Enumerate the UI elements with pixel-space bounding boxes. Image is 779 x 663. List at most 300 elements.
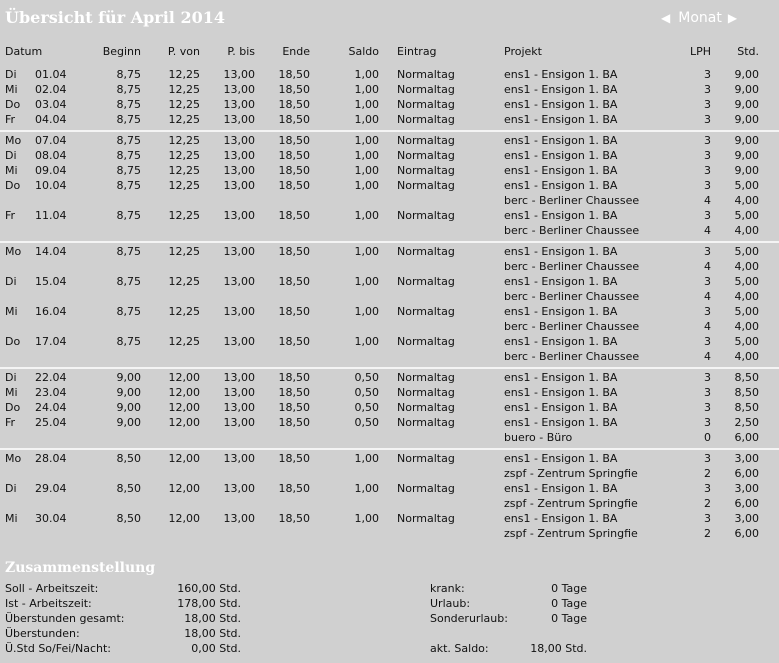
cell-eintrag: Normaltag bbox=[397, 113, 455, 126]
cell-projekt: ens1 - Ensigon 1. BA bbox=[504, 179, 618, 192]
summary-label: Ist - Arbeitszeit: bbox=[5, 597, 92, 610]
cell-pause-bis: 13,00 bbox=[223, 209, 255, 222]
summary-label: Urlaub: bbox=[430, 597, 471, 610]
cell-lph: 2 bbox=[704, 527, 711, 540]
table-row bbox=[0, 400, 779, 415]
cell-pause-bis: 13,00 bbox=[223, 149, 255, 162]
cell-lph: 3 bbox=[704, 386, 711, 399]
cell-lph: 2 bbox=[704, 467, 711, 480]
cell-projekt: berc - Berliner Chaussee bbox=[504, 260, 640, 273]
col-header-ende: Ende bbox=[282, 45, 310, 58]
cell-lph: 3 bbox=[704, 482, 711, 495]
summary-label: Sonderurlaub: bbox=[430, 612, 508, 625]
cell-lph: 3 bbox=[704, 83, 711, 96]
cell-std: 5,00 bbox=[734, 179, 759, 192]
cell-pause-bis: 13,00 bbox=[223, 134, 255, 147]
cell-saldo: 1,00 bbox=[354, 209, 379, 222]
cell-pause-von: 12,25 bbox=[168, 149, 200, 162]
cell-weekday: Di bbox=[5, 149, 17, 162]
col-header-lph: LPH bbox=[689, 45, 711, 58]
cell-eintrag: Normaltag bbox=[397, 386, 455, 399]
cell-ende: 18,50 bbox=[278, 245, 310, 258]
cell-std: 4,00 bbox=[734, 194, 759, 207]
cell-pause-bis: 13,00 bbox=[223, 305, 255, 318]
cell-lph: 4 bbox=[704, 260, 711, 273]
cell-weekday: Fr bbox=[5, 113, 16, 126]
cell-eintrag: Normaltag bbox=[397, 209, 455, 222]
cell-ende: 18,50 bbox=[278, 482, 310, 495]
table-row bbox=[0, 67, 779, 82]
cell-eintrag: Normaltag bbox=[397, 149, 455, 162]
table-row bbox=[0, 385, 779, 400]
table-row-continuation bbox=[0, 430, 779, 445]
cell-projekt: ens1 - Ensigon 1. BA bbox=[504, 98, 618, 111]
cell-date: 04.04 bbox=[35, 113, 67, 126]
cell-date: 16.04 bbox=[35, 305, 67, 318]
cell-date: 09.04 bbox=[35, 164, 67, 177]
cell-saldo: 1,00 bbox=[354, 68, 379, 81]
cell-saldo: 1,00 bbox=[354, 512, 379, 525]
cell-std: 5,00 bbox=[734, 305, 759, 318]
cell-pause-von: 12,00 bbox=[168, 401, 200, 414]
cell-eintrag: Normaltag bbox=[397, 512, 455, 525]
cell-ende: 18,50 bbox=[278, 416, 310, 429]
table-row-continuation bbox=[0, 319, 779, 334]
cell-pause-von: 12,00 bbox=[168, 512, 200, 525]
cell-pause-bis: 13,00 bbox=[223, 386, 255, 399]
cell-saldo: 0,50 bbox=[354, 401, 379, 414]
cell-eintrag: Normaltag bbox=[397, 482, 455, 495]
cell-ende: 18,50 bbox=[278, 98, 310, 111]
cell-pause-bis: 13,00 bbox=[223, 482, 255, 495]
cell-ende: 18,50 bbox=[278, 68, 310, 81]
cell-beginn: 9,00 bbox=[116, 371, 141, 384]
cell-weekday: Mo bbox=[5, 452, 22, 465]
cell-beginn: 8,75 bbox=[116, 83, 141, 96]
cell-std: 9,00 bbox=[734, 164, 759, 177]
summary-value: 160,00 Std. bbox=[177, 582, 241, 595]
cell-lph: 3 bbox=[704, 452, 711, 465]
cell-projekt: ens1 - Ensigon 1. BA bbox=[504, 209, 618, 222]
cell-std: 6,00 bbox=[734, 497, 759, 510]
cell-std: 9,00 bbox=[734, 98, 759, 111]
cell-eintrag: Normaltag bbox=[397, 335, 455, 348]
table-row bbox=[0, 370, 779, 385]
cell-projekt: berc - Berliner Chaussee bbox=[504, 224, 640, 237]
cell-weekday: Do bbox=[5, 335, 21, 348]
cell-beginn: 8,75 bbox=[116, 179, 141, 192]
cell-lph: 3 bbox=[704, 275, 711, 288]
cell-std: 9,00 bbox=[734, 113, 759, 126]
cell-lph: 4 bbox=[704, 350, 711, 363]
cell-saldo: 0,50 bbox=[354, 416, 379, 429]
cell-std: 6,00 bbox=[734, 527, 759, 540]
cell-pause-von: 12,00 bbox=[168, 452, 200, 465]
table-row-continuation bbox=[0, 259, 779, 274]
table-row bbox=[0, 415, 779, 430]
cell-lph: 4 bbox=[704, 194, 711, 207]
col-header-eintrag: Eintrag bbox=[397, 45, 437, 58]
cell-eintrag: Normaltag bbox=[397, 98, 455, 111]
cell-saldo: 1,00 bbox=[354, 98, 379, 111]
cell-eintrag: Normaltag bbox=[397, 164, 455, 177]
cell-projekt: zspf - Zentrum Springfie bbox=[504, 467, 638, 480]
cell-std: 2,50 bbox=[734, 416, 759, 429]
cell-saldo: 1,00 bbox=[354, 164, 379, 177]
cell-std: 4,00 bbox=[734, 224, 759, 237]
table-row bbox=[0, 133, 779, 148]
cell-std: 9,00 bbox=[734, 68, 759, 81]
week-separator bbox=[0, 448, 779, 450]
cell-std: 4,00 bbox=[734, 290, 759, 303]
cell-weekday: Do bbox=[5, 98, 21, 111]
cell-projekt: ens1 - Ensigon 1. BA bbox=[504, 275, 618, 288]
cell-projekt: ens1 - Ensigon 1. BA bbox=[504, 134, 618, 147]
cell-beginn: 8,75 bbox=[116, 275, 141, 288]
cell-pause-von: 12,25 bbox=[168, 83, 200, 96]
summary-value: 178,00 Std. bbox=[177, 597, 241, 610]
period-selector[interactable]: Monat bbox=[678, 10, 722, 26]
col-header-saldo: Saldo bbox=[348, 45, 379, 58]
summary-label: Überstunden gesamt: bbox=[5, 612, 125, 625]
cell-lph: 4 bbox=[704, 320, 711, 333]
col-header-beginn: Beginn bbox=[102, 45, 141, 58]
table-row bbox=[0, 274, 779, 289]
table-row-continuation bbox=[0, 223, 779, 238]
cell-beginn: 8,75 bbox=[116, 245, 141, 258]
cell-projekt: ens1 - Ensigon 1. BA bbox=[504, 83, 618, 96]
cell-pause-von: 12,25 bbox=[168, 305, 200, 318]
week-separator bbox=[0, 241, 779, 243]
cell-eintrag: Normaltag bbox=[397, 401, 455, 414]
cell-std: 4,00 bbox=[734, 320, 759, 333]
cell-pause-von: 12,00 bbox=[168, 416, 200, 429]
cell-weekday: Di bbox=[5, 275, 17, 288]
cell-std: 9,00 bbox=[734, 134, 759, 147]
cell-saldo: 0,50 bbox=[354, 371, 379, 384]
cell-std: 3,00 bbox=[734, 482, 759, 495]
cell-std: 5,00 bbox=[734, 275, 759, 288]
cell-weekday: Di bbox=[5, 371, 17, 384]
table-row bbox=[0, 97, 779, 112]
table-row bbox=[0, 148, 779, 163]
table-row bbox=[0, 82, 779, 97]
cell-date: 17.04 bbox=[35, 335, 67, 348]
cell-eintrag: Normaltag bbox=[397, 179, 455, 192]
cell-std: 6,00 bbox=[734, 431, 759, 444]
cell-pause-von: 12,00 bbox=[168, 371, 200, 384]
summary-label: Ü.Std So/Fei/Nacht: bbox=[5, 642, 112, 655]
cell-saldo: 1,00 bbox=[354, 113, 379, 126]
cell-weekday: Do bbox=[5, 401, 21, 414]
cell-pause-von: 12,00 bbox=[168, 386, 200, 399]
cell-beginn: 8,75 bbox=[116, 305, 141, 318]
cell-ende: 18,50 bbox=[278, 512, 310, 525]
cell-eintrag: Normaltag bbox=[397, 83, 455, 96]
cell-date: 14.04 bbox=[35, 245, 67, 258]
summary-value: 0 Tage bbox=[551, 612, 587, 625]
cell-saldo: 0,50 bbox=[354, 386, 379, 399]
cell-std: 5,00 bbox=[734, 335, 759, 348]
cell-date: 10.04 bbox=[35, 179, 67, 192]
cell-pause-bis: 13,00 bbox=[223, 371, 255, 384]
cell-saldo: 1,00 bbox=[354, 179, 379, 192]
summary-value: 0 Tage bbox=[551, 582, 587, 595]
cell-pause-bis: 13,00 bbox=[223, 68, 255, 81]
cell-saldo: 1,00 bbox=[354, 452, 379, 465]
cell-date: 11.04 bbox=[35, 209, 67, 222]
summary-label: akt. Saldo: bbox=[430, 642, 489, 655]
week-separator bbox=[0, 130, 779, 132]
cell-projekt: ens1 - Ensigon 1. BA bbox=[504, 416, 618, 429]
cell-projekt: berc - Berliner Chaussee bbox=[504, 320, 640, 333]
table-row-continuation bbox=[0, 466, 779, 481]
cell-weekday: Fr bbox=[5, 209, 16, 222]
cell-date: 08.04 bbox=[35, 149, 67, 162]
cell-std: 3,00 bbox=[734, 452, 759, 465]
cell-projekt: ens1 - Ensigon 1. BA bbox=[504, 164, 618, 177]
cell-weekday: Mi bbox=[5, 305, 18, 318]
table-row-continuation bbox=[0, 349, 779, 364]
cell-date: 01.04 bbox=[35, 68, 67, 81]
col-header-pause-bis: P. bis bbox=[227, 45, 255, 58]
table-row bbox=[0, 112, 779, 127]
cell-beginn: 8,75 bbox=[116, 134, 141, 147]
table-row bbox=[0, 451, 779, 466]
cell-lph: 3 bbox=[704, 209, 711, 222]
cell-eintrag: Normaltag bbox=[397, 305, 455, 318]
week-separator bbox=[0, 367, 779, 369]
cell-projekt: ens1 - Ensigon 1. BA bbox=[504, 452, 618, 465]
table-row bbox=[0, 178, 779, 193]
cell-pause-von: 12,25 bbox=[168, 245, 200, 258]
cell-ende: 18,50 bbox=[278, 164, 310, 177]
cell-projekt: buero - Büro bbox=[504, 431, 573, 444]
cell-std: 8,50 bbox=[734, 386, 759, 399]
cell-date: 07.04 bbox=[35, 134, 67, 147]
cell-beginn: 8,50 bbox=[116, 452, 141, 465]
cell-pause-von: 12,25 bbox=[168, 179, 200, 192]
cell-projekt: berc - Berliner Chaussee bbox=[504, 290, 640, 303]
cell-pause-bis: 13,00 bbox=[223, 401, 255, 414]
cell-lph: 3 bbox=[704, 134, 711, 147]
cell-std: 6,00 bbox=[734, 467, 759, 480]
cell-weekday: Mi bbox=[5, 164, 18, 177]
cell-pause-von: 12,25 bbox=[168, 164, 200, 177]
cell-projekt: ens1 - Ensigon 1. BA bbox=[504, 401, 618, 414]
cell-projekt: ens1 - Ensigon 1. BA bbox=[504, 245, 618, 258]
cell-ende: 18,50 bbox=[278, 371, 310, 384]
cell-ende: 18,50 bbox=[278, 386, 310, 399]
cell-beginn: 8,75 bbox=[116, 149, 141, 162]
summary-label: Überstunden: bbox=[5, 627, 80, 640]
cell-lph: 3 bbox=[704, 98, 711, 111]
cell-pause-bis: 13,00 bbox=[223, 164, 255, 177]
cell-saldo: 1,00 bbox=[354, 335, 379, 348]
cell-pause-von: 12,25 bbox=[168, 335, 200, 348]
cell-pause-von: 12,25 bbox=[168, 68, 200, 81]
cell-std: 9,00 bbox=[734, 149, 759, 162]
cell-pause-bis: 13,00 bbox=[223, 335, 255, 348]
cell-date: 24.04 bbox=[35, 401, 67, 414]
cell-saldo: 1,00 bbox=[354, 275, 379, 288]
cell-date: 03.04 bbox=[35, 98, 67, 111]
cell-weekday: Mo bbox=[5, 245, 22, 258]
cell-beginn: 9,00 bbox=[116, 416, 141, 429]
cell-projekt: ens1 - Ensigon 1. BA bbox=[504, 335, 618, 348]
cell-std: 8,50 bbox=[734, 371, 759, 384]
cell-lph: 3 bbox=[704, 68, 711, 81]
cell-ende: 18,50 bbox=[278, 113, 310, 126]
summary-value: 18,00 Std. bbox=[184, 612, 241, 625]
cell-lph: 3 bbox=[704, 371, 711, 384]
cell-date: 30.04 bbox=[35, 512, 67, 525]
cell-pause-von: 12,25 bbox=[168, 98, 200, 111]
cell-eintrag: Normaltag bbox=[397, 68, 455, 81]
table-row bbox=[0, 163, 779, 178]
cell-eintrag: Normaltag bbox=[397, 452, 455, 465]
prev-month-icon[interactable]: ◀ bbox=[661, 11, 671, 25]
cell-beginn: 9,00 bbox=[116, 386, 141, 399]
month-navigation bbox=[661, 10, 737, 26]
cell-lph: 3 bbox=[704, 401, 711, 414]
cell-pause-von: 12,25 bbox=[168, 209, 200, 222]
cell-ende: 18,50 bbox=[278, 149, 310, 162]
cell-eintrag: Normaltag bbox=[397, 416, 455, 429]
cell-weekday: Mi bbox=[5, 83, 18, 96]
cell-projekt: ens1 - Ensigon 1. BA bbox=[504, 68, 618, 81]
table-row bbox=[0, 244, 779, 259]
summary-value: 18,00 Std. bbox=[530, 642, 587, 655]
cell-pause-bis: 13,00 bbox=[223, 512, 255, 525]
cell-lph: 3 bbox=[704, 512, 711, 525]
cell-pause-bis: 13,00 bbox=[223, 83, 255, 96]
table-row-continuation bbox=[0, 496, 779, 511]
cell-pause-bis: 13,00 bbox=[223, 416, 255, 429]
cell-eintrag: Normaltag bbox=[397, 245, 455, 258]
cell-projekt: ens1 - Ensigon 1. BA bbox=[504, 113, 618, 126]
cell-lph: 0 bbox=[704, 431, 711, 444]
cell-std: 9,00 bbox=[734, 83, 759, 96]
cell-std: 3,00 bbox=[734, 512, 759, 525]
cell-saldo: 1,00 bbox=[354, 482, 379, 495]
table-row-continuation bbox=[0, 193, 779, 208]
cell-projekt: ens1 - Ensigon 1. BA bbox=[504, 305, 618, 318]
cell-pause-bis: 13,00 bbox=[223, 275, 255, 288]
summary-label: krank: bbox=[430, 582, 465, 595]
cell-eintrag: Normaltag bbox=[397, 371, 455, 384]
cell-pause-von: 12,25 bbox=[168, 113, 200, 126]
table-row bbox=[0, 481, 779, 496]
table-row bbox=[0, 208, 779, 223]
cell-saldo: 1,00 bbox=[354, 149, 379, 162]
cell-lph: 4 bbox=[704, 224, 711, 237]
cell-ende: 18,50 bbox=[278, 452, 310, 465]
cell-ende: 18,50 bbox=[278, 275, 310, 288]
summary-value: 0 Tage bbox=[551, 597, 587, 610]
cell-projekt: ens1 - Ensigon 1. BA bbox=[504, 371, 618, 384]
cell-eintrag: Normaltag bbox=[397, 275, 455, 288]
cell-pause-von: 12,00 bbox=[168, 482, 200, 495]
cell-ende: 18,50 bbox=[278, 83, 310, 96]
cell-beginn: 8,75 bbox=[116, 164, 141, 177]
cell-beginn: 8,75 bbox=[116, 335, 141, 348]
cell-projekt: berc - Berliner Chaussee bbox=[504, 194, 640, 207]
cell-date: 25.04 bbox=[35, 416, 67, 429]
cell-std: 4,00 bbox=[734, 350, 759, 363]
cell-pause-von: 12,25 bbox=[168, 275, 200, 288]
cell-weekday: Mo bbox=[5, 134, 22, 147]
col-header-datum: Datum bbox=[5, 45, 43, 58]
table-row-continuation bbox=[0, 526, 779, 541]
cell-pause-bis: 13,00 bbox=[223, 452, 255, 465]
cell-date: 28.04 bbox=[35, 452, 67, 465]
table-row bbox=[0, 511, 779, 526]
table-row bbox=[0, 334, 779, 349]
cell-beginn: 8,50 bbox=[116, 512, 141, 525]
cell-projekt: zspf - Zentrum Springfie bbox=[504, 497, 638, 510]
cell-lph: 3 bbox=[704, 416, 711, 429]
table-row bbox=[0, 304, 779, 319]
table-header-row bbox=[0, 44, 779, 59]
cell-weekday: Mi bbox=[5, 512, 18, 525]
cell-eintrag: Normaltag bbox=[397, 134, 455, 147]
cell-projekt: berc - Berliner Chaussee bbox=[504, 350, 640, 363]
cell-lph: 3 bbox=[704, 305, 711, 318]
cell-ende: 18,50 bbox=[278, 134, 310, 147]
cell-lph: 3 bbox=[704, 179, 711, 192]
col-header-pause-von: P. von bbox=[167, 45, 200, 58]
cell-ende: 18,50 bbox=[278, 209, 310, 222]
cell-beginn: 8,75 bbox=[116, 68, 141, 81]
cell-ende: 18,50 bbox=[278, 401, 310, 414]
cell-weekday: Di bbox=[5, 482, 17, 495]
summary-label: Soll - Arbeitszeit: bbox=[5, 582, 99, 595]
cell-std: 5,00 bbox=[734, 209, 759, 222]
cell-std: 5,00 bbox=[734, 245, 759, 258]
summary-value: 18,00 Std. bbox=[184, 627, 241, 640]
cell-saldo: 1,00 bbox=[354, 134, 379, 147]
cell-weekday: Fr bbox=[5, 416, 16, 429]
cell-lph: 2 bbox=[704, 497, 711, 510]
cell-pause-von: 12,25 bbox=[168, 134, 200, 147]
cell-saldo: 1,00 bbox=[354, 83, 379, 96]
cell-lph: 4 bbox=[704, 290, 711, 303]
cell-beginn: 8,75 bbox=[116, 98, 141, 111]
cell-weekday: Mi bbox=[5, 386, 18, 399]
cell-pause-bis: 13,00 bbox=[223, 113, 255, 126]
cell-weekday: Do bbox=[5, 179, 21, 192]
cell-projekt: ens1 - Ensigon 1. BA bbox=[504, 386, 618, 399]
col-header-std: Std. bbox=[737, 45, 759, 58]
cell-lph: 3 bbox=[704, 245, 711, 258]
cell-date: 29.04 bbox=[35, 482, 67, 495]
cell-projekt: ens1 - Ensigon 1. BA bbox=[504, 512, 618, 525]
cell-lph: 3 bbox=[704, 335, 711, 348]
cell-date: 02.04 bbox=[35, 83, 67, 96]
cell-beginn: 9,00 bbox=[116, 401, 141, 414]
cell-beginn: 8,75 bbox=[116, 209, 141, 222]
cell-beginn: 8,50 bbox=[116, 482, 141, 495]
cell-ende: 18,50 bbox=[278, 335, 310, 348]
cell-pause-bis: 13,00 bbox=[223, 98, 255, 111]
next-month-icon[interactable]: ▶ bbox=[727, 11, 738, 25]
col-header-projekt: Projekt bbox=[504, 45, 542, 58]
summary-value: 0,00 Std. bbox=[191, 642, 241, 655]
summary-title: Zusammenstellung bbox=[5, 560, 156, 576]
table-row-continuation bbox=[0, 289, 779, 304]
cell-date: 15.04 bbox=[35, 275, 67, 288]
